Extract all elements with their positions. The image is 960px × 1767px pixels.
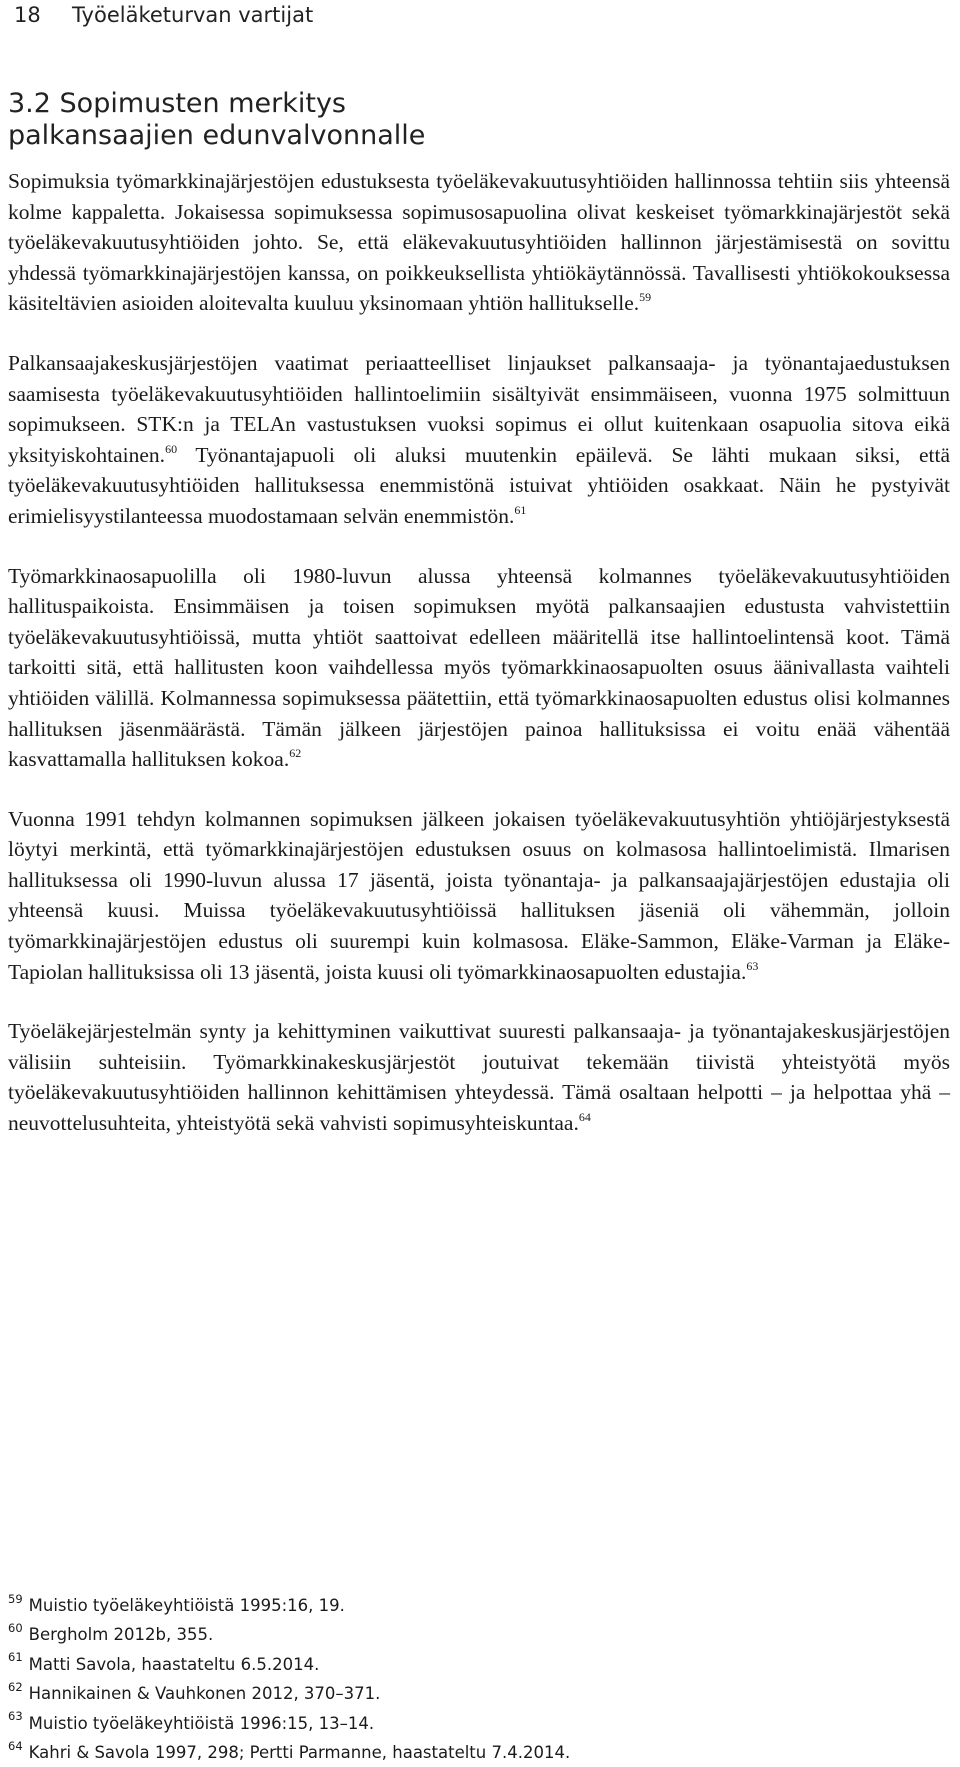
body-text (8, 166, 950, 1139)
footnote-ref: 61 (514, 502, 527, 517)
footnote-ref: 64 (578, 1109, 591, 1124)
footnote-63 (8, 1709, 570, 1738)
footnote-number: 63 (8, 1709, 23, 1724)
running-head-title: Työeläketurvan vartijat (72, 3, 314, 27)
paragraph-text: Työnantajapuoli oli aluksi muutenkin epäilevä. Se lähti mukaan siksi, että työeläkevakuutusyhtiöiden hallituksessa enemmistönä istuivat yhtiöiden osakkaat. Näin he pystyivät erimielisyystilanteessa muodostamaan selvän enemmistön. (8, 442, 950, 528)
paragraph-text: Työeläkejärjestelmän synty ja kehittyminen vaikuttivat suuresti palkansaaja- ja työnantajakeskusjärjestöjen välisiin suhteisiin. Työmarkkinakeskusjärjestöt joutuivat tekemään tiivistä yhteistyötä myös työeläkevakuutusyhtiöiden hallinnon kehittämisen yhteydessä. Tämä osaltaan helpotti – ja helpottaa yhä – neuvottelusuhteita, yhteistyötä sekä vahvisti sopimusyhteiskuntaa. (8, 1019, 950, 1136)
section-title-line-1: Sopimusten merkitys (59, 88, 346, 119)
paragraph-5 (8, 1016, 950, 1138)
paragraph-2 (8, 348, 950, 532)
footnote-61 (8, 1650, 570, 1679)
page-number: 18 (14, 3, 41, 27)
section-number: 3.2 (8, 88, 51, 119)
paragraph-text: Vuonna 1991 tehdyn kolmannen sopimuksen jälkeen jokaisen työeläkevakuutusyhtiön yhtiöjärjestyksestä löytyi merkintä, että työmarkkinajärjestöjen edustuksen osuus on kolmasosa hallintoelimistä. Ilmarisen hallituksessa oli 1990-luvun alussa 17 jäsentä, joista työnantaja- ja palkansaajajärjestöjen edustajia oli yhteensä kuusi. Muissa työeläkevakuutusyhtiöissä hallituksen jäseniä oli vähemmän, jolloin työmarkkinajärjestöjen edustus oli suurempi kuin kolmasosa. Eläke-Sammon, Eläke-Varman ja Eläke-Tapiolan hallituksissa oli 13 jäsentä, joista kuusi oli työmarkkinaosapuolten edustajia. (8, 806, 950, 984)
paragraph-text: Työmarkkinaosapuolilla oli 1980-luvun alussa yhteensä kolmannes työeläkevakuutusyhtiöiden hallituspaikoista. Ensimmäisen ja toisen sopimuksen myötä palkansaajien edustusta vahvistettiin työeläkevakuutusyhtiöissä, mutta yhtiöt saattoivat edelleen määritellä itse hallintoelintensä koot. Tämä tarkoitti sitä, että hallitusten koon vaihdellessa myös työmarkkinaosapuolten osuus äänivallasta vaihteli yhtiöiden välillä. Kolmannessa sopimuksessa päätettiin, että työmarkkinaosapuolten edustus olisi kolmannes hallituksen jäsenmäärästä. Tämän jälkeen järjestöjen painoa hallituksissa ei voitu enää vähentää kasvattamalla hallituksen kokoa. (8, 563, 950, 772)
section-heading (8, 88, 425, 152)
paragraph-text: Sopimuksia työmarkkinajärjestöjen edustuksesta työeläkevakuutusyhtiöiden hallinnossa tehtiin siis yhteensä kolme kappaletta. Jokaisessa sopimuksessa sopimusosapuolina olivat keskeiset työmarkkinajärjestöt sekä työeläkevakuutusyhtiöiden johto. Se, että eläkevakuutusyhtiöiden hallinnon järjestämisestä on sovittu yhdessä työmarkkinajärjestöjen kanssa, on poikkeuksellista yhtiökäytännössä. Tavallisesti yhtiökokouksessa käsiteltävien asioiden aloitevalta kuuluu yksinomaan yhtiön hallitukselle. (8, 169, 950, 316)
footnote-64 (8, 1738, 570, 1767)
paragraph-4 (8, 804, 950, 988)
footnote-text: Kahri & Savola 1997, 298; Pertti Parmanne, haastateltu 7.4.2014. (28, 1743, 571, 1763)
paragraph-1 (8, 166, 950, 319)
footnote-number: 60 (8, 1620, 23, 1635)
footnote-60 (8, 1620, 570, 1649)
footnote-62 (8, 1679, 570, 1708)
footnote-text: Muistio työeläkeyhtiöistä 1996:15, 13–14. (28, 1713, 375, 1733)
footnote-ref: 60 (165, 441, 178, 456)
footnote-ref: 62 (289, 745, 302, 760)
footnote-59 (8, 1591, 570, 1620)
footnote-text: Muistio työeläkeyhtiöistä 1995:16, 19. (28, 1596, 345, 1615)
footnote-ref: 63 (746, 958, 759, 973)
footnotes (8, 1591, 570, 1767)
footnote-text: Bergholm 2012b, 355. (28, 1625, 214, 1645)
footnote-number: 59 (8, 1591, 23, 1606)
footnote-number: 62 (8, 1679, 23, 1694)
footnote-ref: 59 (639, 290, 652, 305)
section-heading-line-1 (8, 88, 425, 120)
footnote-text: Hannikainen & Vauhkonen 2012, 370–371. (28, 1684, 381, 1704)
paragraph-text: Palkansaajakeskusjärjestöjen vaatimat periaatteelliset linjaukset palkansaaja- ja työnantajaedustuksen saamisesta työeläkevakuutusyhtiöiden hallintoelimiin sisältyivät ensimmäiseen, vuonna 1975 solmittuun sopimukseen. STK:n ja TELAn vastustuksen vuoksi sopimus ei ollut kuitenkaan osapuolia sitova eikä yksityiskohtainen. (8, 350, 950, 467)
running-head (14, 0, 313, 30)
section-title-line-2: palkansaajien edunvalvonnalle (8, 120, 426, 151)
footnote-number: 61 (8, 1650, 23, 1665)
paragraph-3 (8, 561, 950, 775)
footnote-number: 64 (8, 1738, 23, 1753)
footnote-text: Matti Savola, haastateltu 6.5.2014. (28, 1654, 320, 1674)
